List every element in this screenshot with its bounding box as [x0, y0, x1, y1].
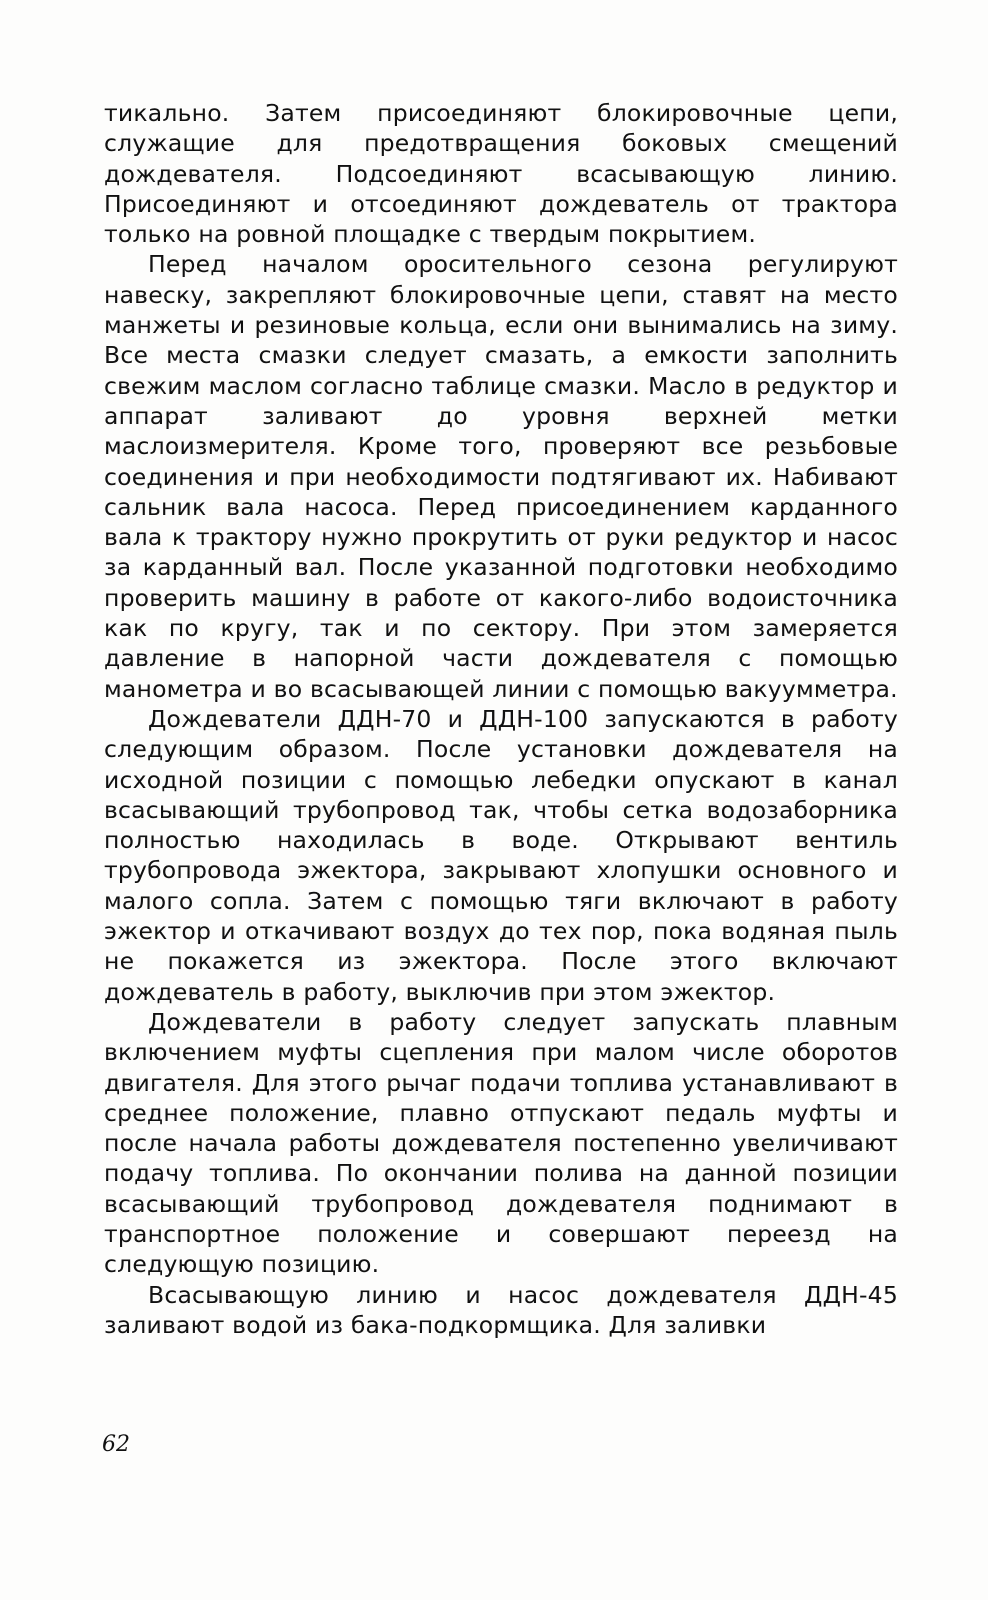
paragraph-5: Всасывающую линию и насос дождевателя ДДН-45 заливают водой из бака-подкормщика. Для заливки [104, 1280, 898, 1339]
paragraph-3: Дождеватели ДДН-70 и ДДН-100 запускаются в работу следующим образом. После установки дождевателя на исходной позиции с помощью лебедки опускают в канал всасывающий трубопровод так, чтобы сетка водозаборника полностью находилась в воде. Открывают вентиль трубопровода эжектора, закрывают хлопушки основного и малого сопла. Затем с помощью тяги включают в работу эжектор и откачивают воздух до тех пор, пока водяная пыль не покажется из эжектора. После этого включают дождеватель в работу, выключив при этом эжектор. [104, 704, 898, 1006]
page-text [104, 98, 898, 1340]
paragraph-2: Перед началом оросительного сезона регулируют навеску, закрепляют блокировочные цепи, ставят на место манжеты и резиновые кольца, если они вынимались на зиму. Все места смазки следует смазать, а емкости заполнить свежим маслом согласно таблице смазки. Масло в редуктор и аппарат заливают до уровня верхней метки маслоизмерителя. Кроме того, проверяют все резьбовые соединения и при необходимости подтягивают их. Набивают сальник вала насоса. Перед присоединением карданного вала к трактору нужно прокрутить от руки редуктор и насос за карданный вал. После указанной подготовки необходимо проверить машину в работе от какого-либо водоисточника как по кругу, так и по сектору. При этом замеряется давление в напорной части дождевателя с помощью манометра и во всасывающей линии с помощью вакуумметра. [104, 250, 898, 703]
page-number: 62 [102, 1432, 130, 1457]
paragraph-1: тикально. Затем присоединяют блокировочные цепи, служащие для предотвращения боковых смещений дождевателя. Подсоединяют всасывающую линию. Присоединяют и отсоединяют дождеватель от трактора только на ровной площадке с твердым покрытием. [104, 99, 898, 249]
paragraph-4: Дождеватели в работу следует запускать плавным включением муфты сцепления при малом числе оборотов двигателя. Для этого рычаг подачи топлива устанавливают в среднее положение, плавно отпускают педаль муфты и после начала работы дождевателя постепенно увеличивают подачу топлива. По окончании полива на данной позиции всасывающий трубопровод дождевателя поднимают в транспортное положение и совершают переезд на следующую позицию. [104, 1007, 898, 1279]
